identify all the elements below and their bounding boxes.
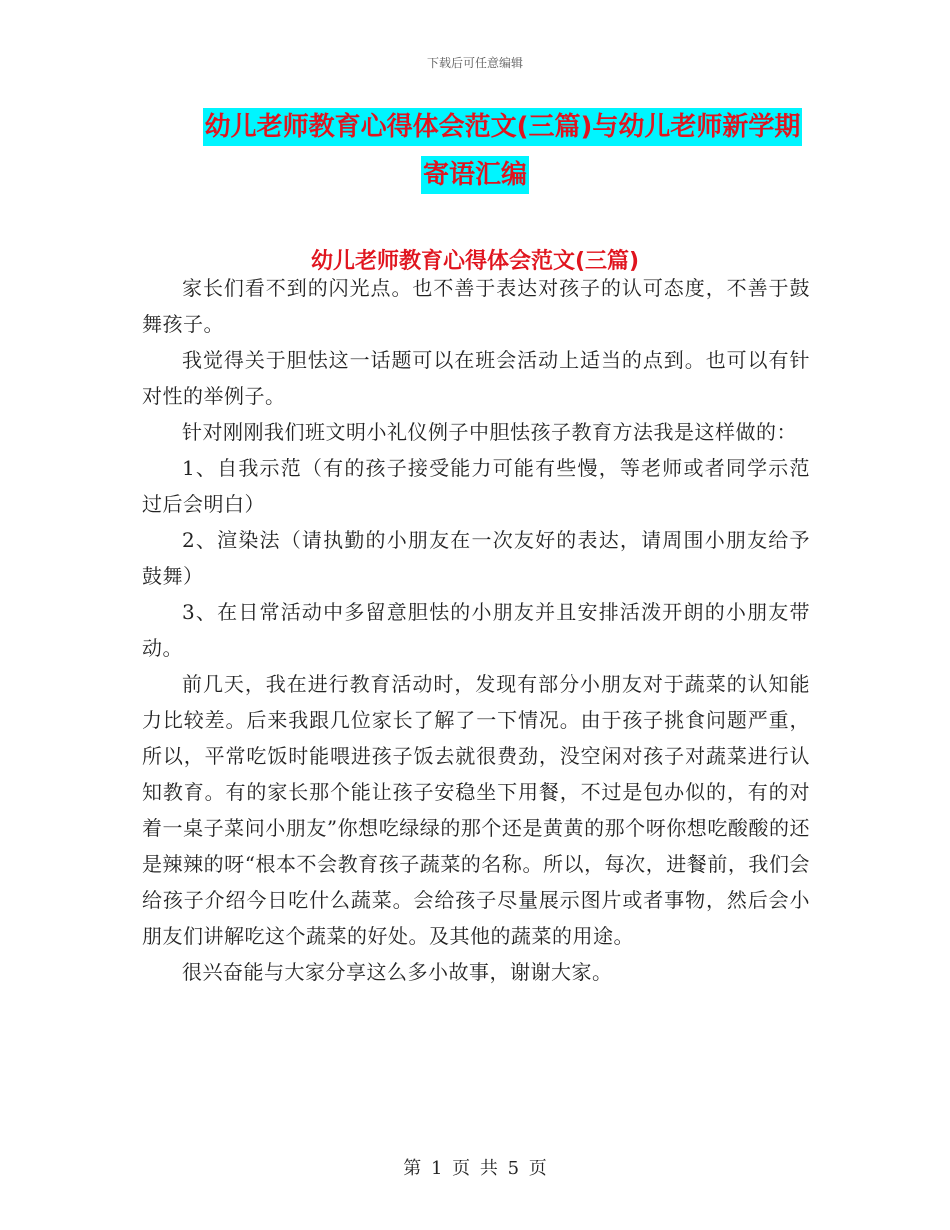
section-heading: 幼儿老师教育心得体会范文(三篇) (310, 249, 640, 274)
paragraph: 很兴奋能与大家分享这么多小故事，谢谢大家。 (182, 960, 613, 984)
paragraph: 我觉得关于胆怯这一话题可以在班会活动上适当的点到。也可以有针对性的举例子。 (142, 348, 810, 408)
paragraph: 家长们看不到的闪光点。也不善于表达对孩子的认可态度，不善于鼓舞孩子。 (142, 276, 810, 336)
paragraph: 1、自我示范（有的孩子接受能力可能有些慢，等老师或者同学示范过后会明白） (142, 456, 810, 516)
paragraph: 2、渲染法（请执勤的小朋友在一次友好的表达，请周围小朋友给予鼓舞） (142, 528, 810, 588)
document-title (140, 108, 810, 194)
paragraph: 3、在日常活动中多留意胆怯的小朋友并且安排活泼开朗的小朋友带动。 (142, 600, 810, 660)
header-note: 下载后可任意编辑 (426, 56, 523, 70)
paragraph: 针对刚刚我们班文明小礼仪例子中胆怯孩子教育方法我是这样做的： (182, 420, 797, 444)
document-body (142, 270, 810, 990)
page-number: 第 1 页 共 5 页 (403, 1158, 547, 1179)
paragraph: 前几天，我在进行教育活动时，发现有部分小朋友对于蔬菜的认知能力比较差。后来我跟几位家长了解了一下情况。由于孩子挑食问题严重，所以，平常吃饭时能喂进孩子饭去就很费劲，没空闲对孩子对蔬菜进行认知教育。有的家长那个能让孩子安稳坐下用餐，不过是包办似的，有的对着一桌子菜问小朋友”你想吃绿绿的那个还是黄黄的那个呀你想吃酸酸的还是辣辣的呀“根本不会教育孩子蔬菜的名称。所以，每次，进餐前，我们会给孩子介绍今日吃什么蔬菜。会给孩子尽量展示图片或者事物，然后会小朋友们讲解吃这个蔬菜的好处。及其他的蔬菜的用途。 (142, 672, 810, 948)
document-title-line-2: 寄语汇编 (421, 156, 529, 194)
document-title-line-1: 幼儿老师教育心得体会范文(三篇)与幼儿老师新学期 (203, 108, 803, 146)
